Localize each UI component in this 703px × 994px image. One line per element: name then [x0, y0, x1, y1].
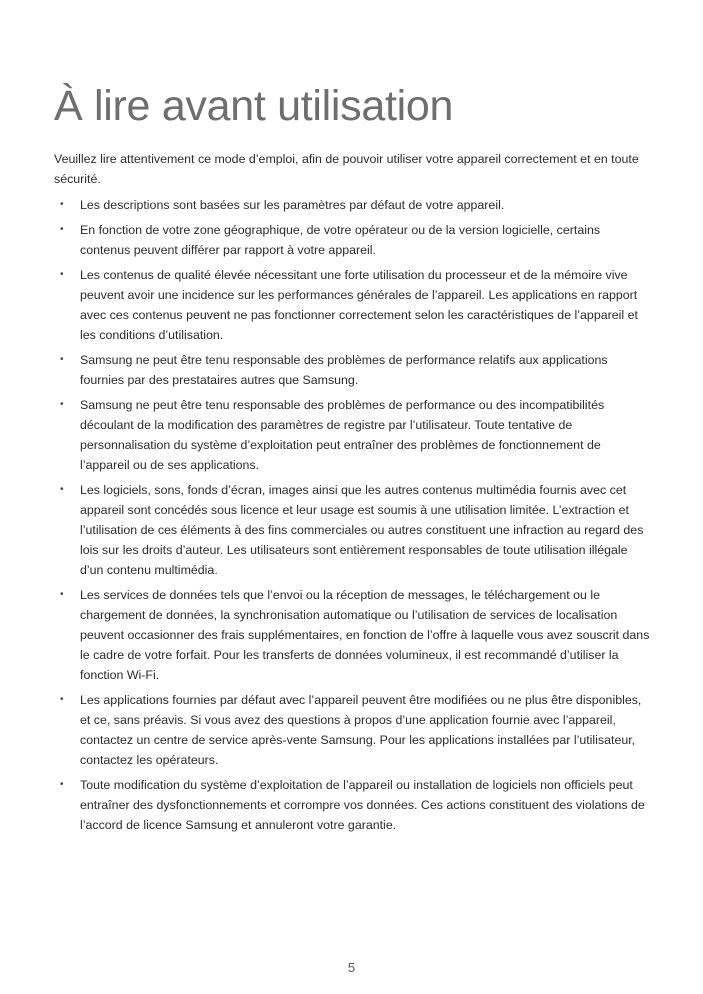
- list-item: [54, 480, 652, 580]
- page-title: À lire avant utilisation: [54, 82, 454, 130]
- bullet-icon: •: [60, 199, 64, 210]
- list-item: [54, 220, 652, 260]
- list-item-text: Toute modification du système d’exploitation de l’appareil ou installation de logiciels non officiels peut entraîner des dysfonctionnements et corrompre vos données. Ces actions constituent des violations de l’accord de licence Samsung et annuleront votre garantie.: [80, 778, 645, 832]
- content-body: [54, 149, 652, 840]
- list-item: [54, 265, 652, 345]
- list-item-text: Les logiciels, sons, fonds d’écran, images ainsi que les autres contenus multimédia fournis avec cet appareil sont concédés sous licence et leur usage est soumis à une utilisation limitée. L’extraction et l’utilisation de ces éléments à des fins commerciales ou autres constituent une infraction au regard des lois sur les droits d’auteur. Les utilisateurs sont entièrement responsables de toute utilisation illégale d’un contenu multimédia.: [80, 483, 644, 577]
- list-item: [54, 395, 652, 475]
- list-item-text: Samsung ne peut être tenu responsable des problèmes de performance relatifs aux applications fournies par des prestataires autres que Samsung.: [80, 353, 608, 387]
- list-item: [54, 195, 652, 215]
- list-item-text: En fonction de votre zone géographique, de votre opérateur ou de la version logicielle, certains contenus peuvent différer par rapport à votre appareil.: [80, 223, 601, 257]
- list-item-text: Les contenus de qualité élevée nécessitant une forte utilisation du processeur et de la mémoire vive peuvent avoir une incidence sur les performances générales de l’appareil. Les applications en rapport avec ces contenus peuvent ne pas fonctionner correctement selon les caractéristiques de l’appareil et les conditions d’utilisation.: [80, 268, 638, 342]
- list-item-text: Les descriptions sont basées sur les paramètres par défaut de votre appareil.: [80, 198, 505, 212]
- intro-paragraph: Veuillez lire attentivement ce mode d’emploi, afin de pouvoir utiliser votre appareil correctement et en toute sécurité.: [54, 152, 639, 186]
- list-item-text: Les services de données tels que l’envoi ou la réception de messages, le téléchargement ou le chargement de données, la synchronisation automatique ou l’utilisation de services de localisation peuvent occasionner des frais supplémentaires, en fonction de l’offre à laquelle vous avez souscrit dans le cadre de votre forfait. Pour les transferts de données volumineux, il est recommandé d’utiliser la fonction Wi-Fi.: [80, 588, 650, 682]
- list-item: [54, 775, 652, 835]
- bullet-icon: •: [60, 694, 64, 705]
- bullet-list: [54, 195, 652, 835]
- bullet-icon: •: [60, 399, 64, 410]
- list-item: [54, 690, 652, 770]
- bullet-icon: •: [60, 224, 64, 235]
- list-item-text: Les applications fournies par défaut avec l’appareil peuvent être modifiées ou ne plus être disponibles, et ce, sans préavis. Si vous avez des questions à propos d’une application fournie avec l’appareil, contactez un centre de service après-vente Samsung. Pour les applications installées par l’utilisateur, contactez les opérateurs.: [80, 693, 642, 767]
- bullet-icon: •: [60, 484, 64, 495]
- list-item: [54, 350, 652, 390]
- bullet-icon: •: [60, 269, 64, 280]
- list-item-text: Samsung ne peut être tenu responsable des problèmes de performance ou des incompatibilités découlant de la modification des paramètres de registre par l’utilisateur. Toute tentative de personnalisation du système d’exploitation peut entraîner des problèmes de fonctionnement de l’appareil ou de ses applications.: [80, 398, 605, 472]
- page-number: 5: [347, 960, 356, 975]
- bullet-icon: •: [60, 779, 64, 790]
- bullet-icon: •: [60, 589, 64, 600]
- bullet-icon: •: [60, 354, 64, 365]
- list-item: [54, 585, 652, 685]
